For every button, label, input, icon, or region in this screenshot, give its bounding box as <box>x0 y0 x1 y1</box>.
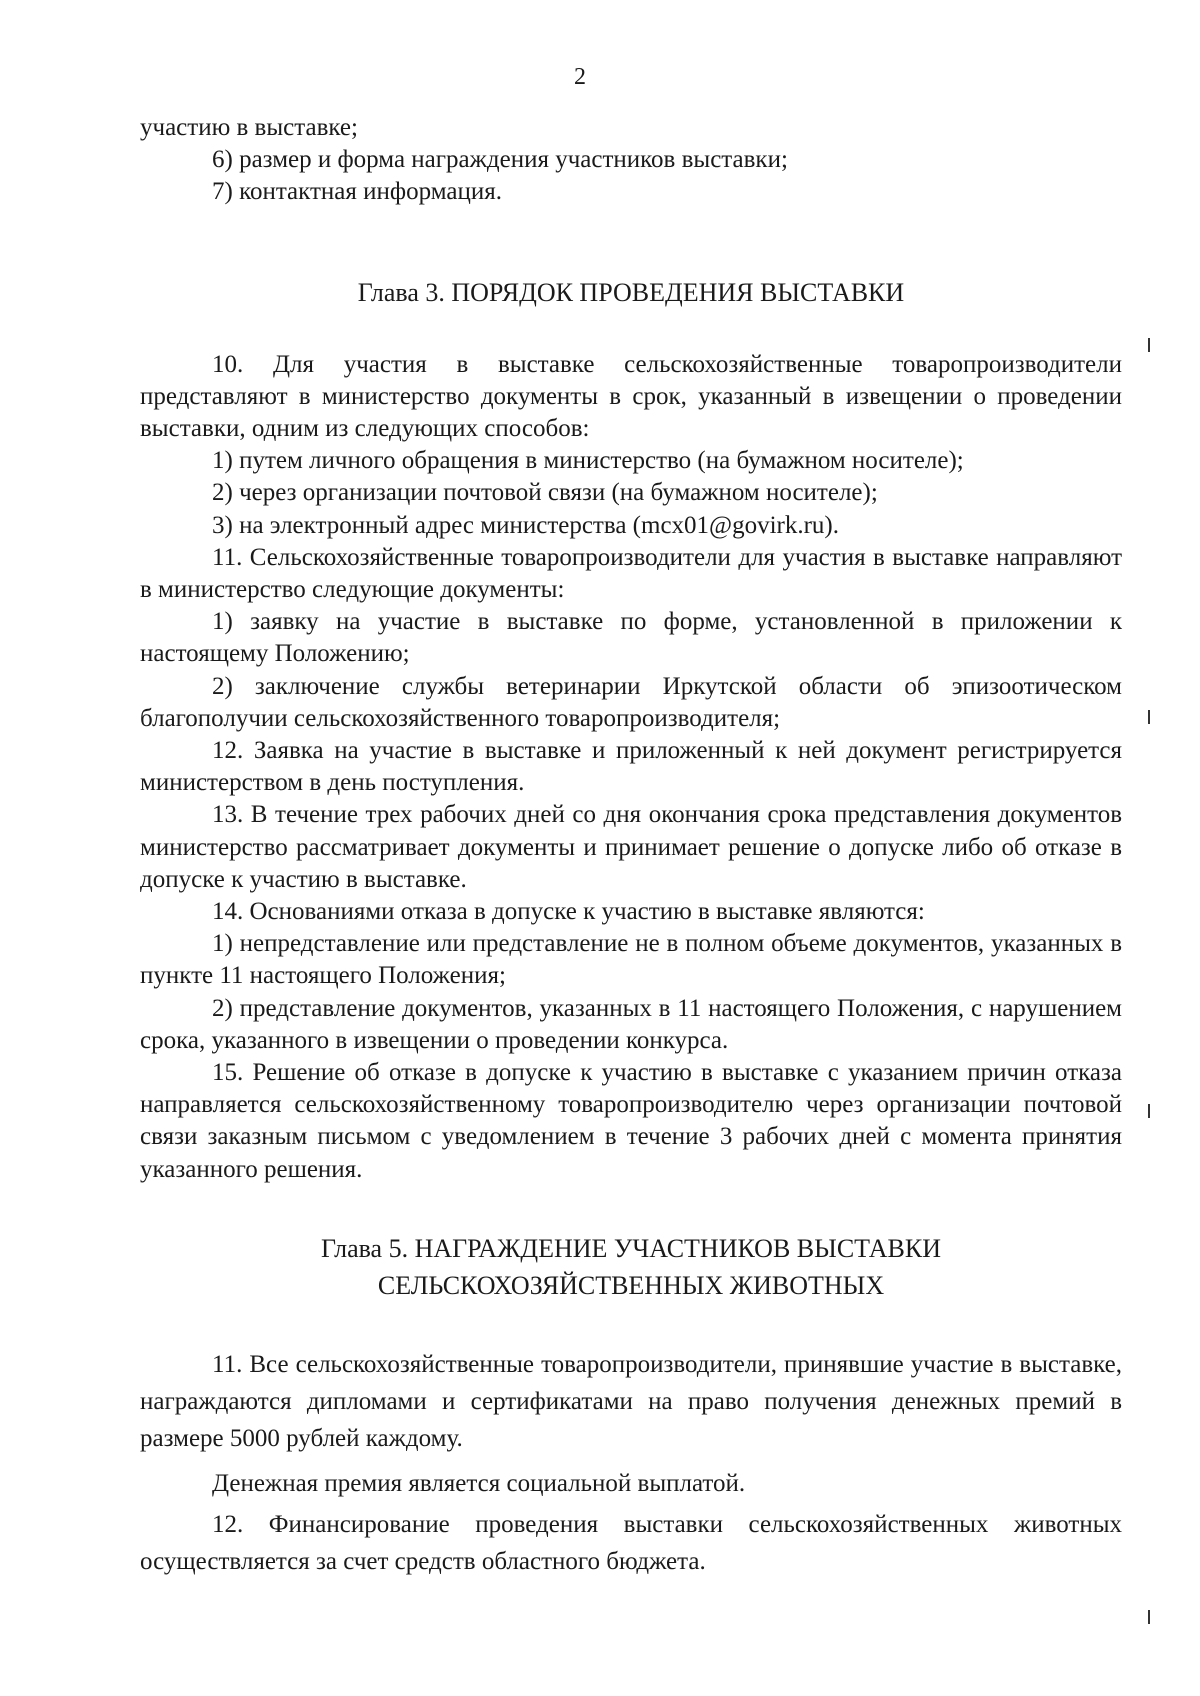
chapter-5-heading-line-1: Глава 5. НАГРАЖДЕНИЕ УЧАСТНИКОВ ВЫСТАВКИ <box>321 1233 941 1263</box>
paragraph-10-item-1: 1) путем личного обращения в министерство (на бумажном носителе); <box>212 447 964 475</box>
chapter-5-premium-note: Денежная премия является социальной выплатой. <box>212 1469 746 1497</box>
chapter-3-heading: Глава 3. ПОРЯДОК ПРОВЕДЕНИЯ ВЫСТАВКИ <box>357 277 905 307</box>
margin-scan-mark <box>1148 1104 1150 1118</box>
chapter-3-body <box>140 349 1122 1186</box>
paragraph-14: 14. Основаниями отказа в допуске к участию в выставке являются: <box>212 898 925 926</box>
paragraph-11: 11. Сельскохозяйственные товаропроизводители для участия в выставке направляют в министерство следующие документы: <box>140 543 1122 604</box>
paragraph-10-item-3: 3) на электронный адрес министерства (mcx01@govirk.ru). <box>212 511 839 539</box>
chapter-5-body <box>140 1346 1122 1580</box>
chapter-5-heading-line-2: СЕЛЬСКОХОЗЯЙСТВЕННЫХ ЖИВОТНЫХ <box>377 1270 885 1300</box>
paragraph-14-item-2: 2) представление документов, указанных в 11 настоящего Положения, с нарушением срока, указанного в извещении о проведении конкурса. <box>140 994 1122 1054</box>
list-item-6: 6) размер и форма награждения участников выставки; <box>212 146 788 174</box>
margin-scan-mark <box>1148 338 1150 352</box>
paragraph-11-item-1: 1) заявку на участие в выставке по форме, установленной в приложении к настоящему Положению; <box>140 608 1122 668</box>
paragraph-14-item-1: 1) непредставление или представление не в полном объеме документов, указанных в пункте 11 настоящего Положения; <box>140 930 1122 990</box>
chapter-5-heading <box>140 1230 1122 1304</box>
paragraph-10: 10. Для участия в выставке сельскохозяйственные товаропроизводители представляют в министерство документы в срок, указанный в извещении о проведении выставки, одним из следующих способов: <box>140 350 1122 443</box>
page-number: 2 <box>574 64 586 90</box>
paragraph-11-item-2: 2) заключение службы ветеринарии Иркутской области об эпизоотическом благополучии сельскохозяйственного товаропроизводителя; <box>140 672 1122 732</box>
list-continuation: участию в выставке; <box>140 114 358 141</box>
chapter-5-paragraph-12: 12. Финансирование проведения выставки сельскохозяйственных животных осуществляется за счет средств областного бюджета. <box>140 1510 1122 1575</box>
paragraph-10-item-2: 2) через организации почтовой связи (на бумажном носителе); <box>212 479 878 507</box>
paragraph-15: 15. Решение об отказе в допуске к участию в выставке с указанием причин отказа направляется сельскохозяйственному товаропроизводителю через организации почтовой связи заказным письмом с уведомлением в течение 3 рабочих дней с момента принятия указанного решения. <box>140 1059 1122 1183</box>
paragraph-12: 12. Заявка на участие в выставке и приложенный к ней документ регистрируется министерством в день поступления. <box>140 737 1122 797</box>
list-item-7: 7) контактная информация. <box>212 178 502 206</box>
margin-scan-mark <box>1148 1610 1150 1624</box>
document-body <box>140 112 1122 1580</box>
paragraph-13: 13. В течение трех рабочих дней со дня окончания срока представления документов министерство рассматривает документы и принимает решение о допуске либо об отказе в допуске к участию в выставке. <box>140 801 1122 893</box>
margin-scan-mark <box>1148 710 1150 724</box>
chapter-5-paragraph-11: 11. Все сельскохозяйственные товаропроизводители, принявшие участие в выставке, награждаются дипломами и сертификатами на право получения денежных премий в размере 5000 рублей каждому. <box>140 1350 1122 1452</box>
